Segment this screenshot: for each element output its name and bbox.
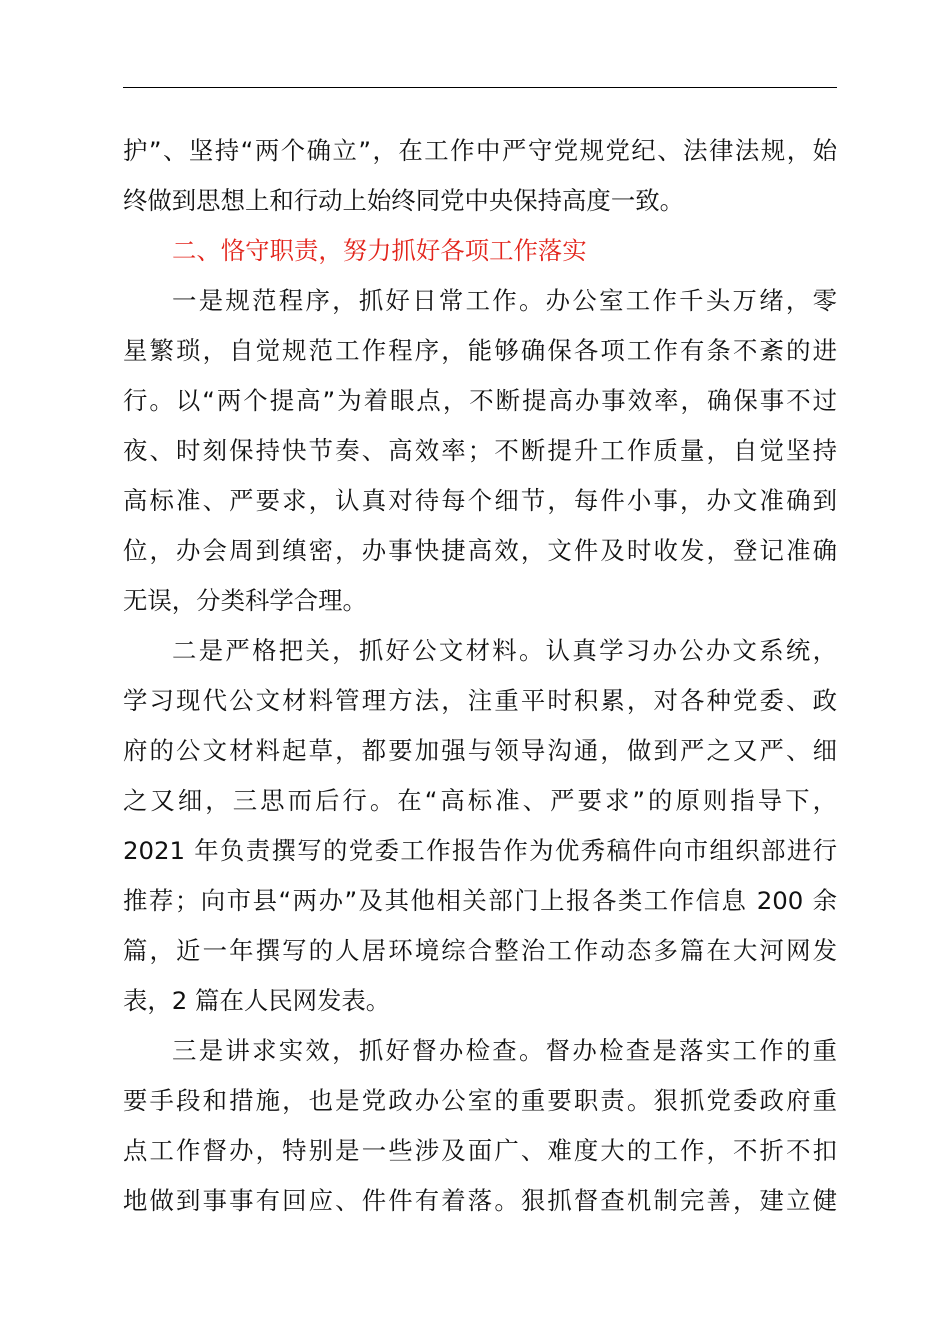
text-line: 三是讲求实效，抓好督办检查。督办检查是落实工作的重 <box>172 1036 837 1065</box>
text-line: 夜、时刻保持快节奏、高效率；不断提升工作质量，自觉坚持 <box>123 436 837 465</box>
paragraph-strict-checks <box>123 626 837 1026</box>
text-line: 府的公文材料起草，都要加强与领导沟通，做到严之又严、细 <box>123 736 837 765</box>
text-line: 行。以“两个提高”为着眼点，不断提高办事效率，确保事不过 <box>123 386 837 415</box>
text-line: 护”、坚持“两个确立”，在工作中严守党规党纪、法律法规，始 <box>123 136 837 165</box>
paragraph-continuation <box>123 126 837 226</box>
paragraph-effectiveness <box>123 1026 837 1226</box>
text-line: 点工作督办，特别是一些涉及面广、难度大的工作，不折不扣 <box>123 1136 837 1165</box>
text-line: 学习现代公文材料管理方法，注重平时积累，对各种党委、政 <box>123 686 837 715</box>
header-rule <box>123 87 837 88</box>
section-heading <box>123 226 837 276</box>
text-line: 终做到思想上和行动上始终同党中央保持高度一致。 <box>123 186 684 215</box>
text-line: 推荐；向市县“两办”及其他相关部门上报各类工作信息 200 余 <box>123 886 837 915</box>
text-line: 二是严格把关，抓好公文材料。认真学习办公办文系统， <box>172 636 837 665</box>
text-line: 位，办会周到缜密，办事快捷高效，文件及时收发，登记准确 <box>123 536 837 565</box>
text-line: 星繁琐，自觉规范工作程序，能够确保各项工作有条不紊的进 <box>123 336 837 365</box>
heading-line: 二、恪守职责，努力抓好各项工作落实 <box>172 236 587 265</box>
paragraph-standardize-procedures <box>123 276 837 626</box>
text-line: 篇，近一年撰写的人居环境综合整治工作动态多篇在大河网发 <box>123 936 837 965</box>
text-line: 之又细，三思而后行。在“高标准、严要求”的原则指导下， <box>123 786 837 815</box>
text-line: 表，2 篇在人民网发表。 <box>123 986 391 1015</box>
text-line: 2021 年负责撰写的党委工作报告作为优秀稿件向市组织部进行 <box>123 836 837 865</box>
text-line: 地做到事事有回应、件件有着落。狠抓督查机制完善，建立健 <box>123 1186 837 1215</box>
text-line: 高标准、严要求，认真对待每个细节，每件小事，办文准确到 <box>123 486 837 515</box>
text-line: 要手段和措施，也是党政办公室的重要职责。狠抓党委政府重 <box>123 1086 837 1115</box>
text-line: 无误，分类科学合理。 <box>123 586 367 615</box>
document-body <box>123 126 837 1226</box>
text-line: 一是规范程序，抓好日常工作。办公室工作千头万绪，零 <box>172 286 837 315</box>
